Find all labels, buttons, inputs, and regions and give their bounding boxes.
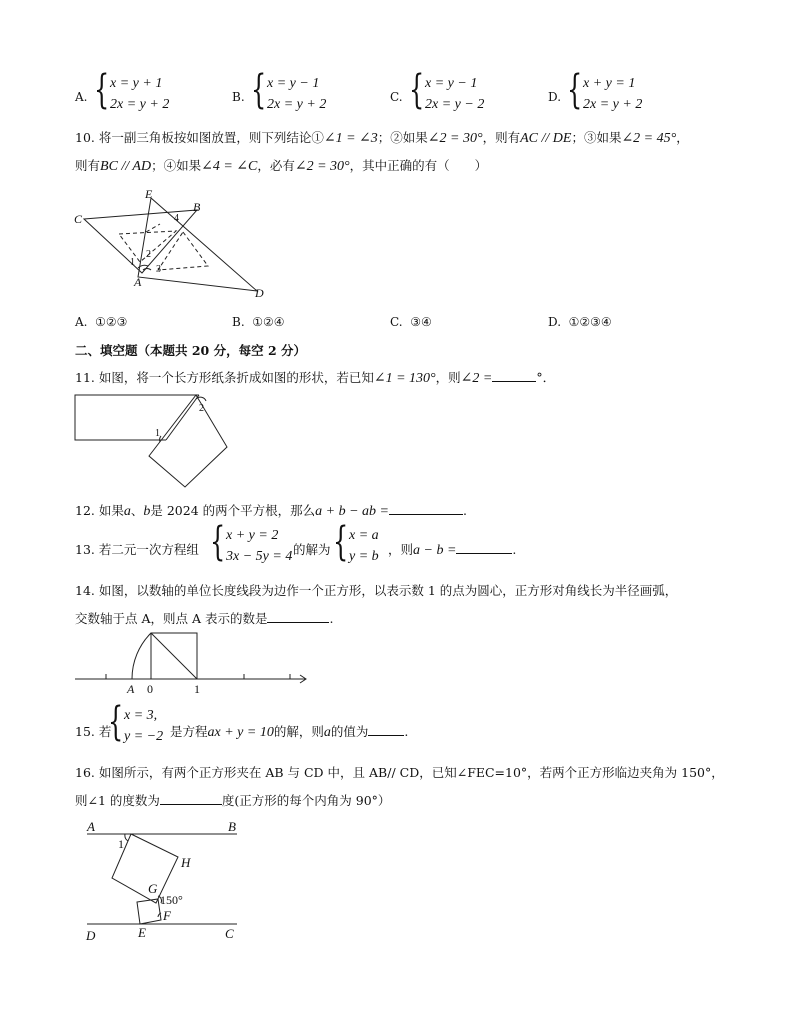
q14-line2: 交数轴于点 A，则点 A 表示的数是 .	[75, 611, 334, 626]
q12-text: 12. 如果a、b是 2024 的两个平方根，那么a + b − ab = .	[75, 503, 467, 519]
q9-option-a-label: A.	[75, 90, 88, 104]
q10-label-b: B	[193, 200, 201, 214]
q10-angle-3: 3	[156, 264, 161, 275]
q13-text-b: 的解为	[293, 542, 331, 557]
q15-eq1: x = 3,	[124, 708, 158, 723]
q13-eq2: 3x − 5y = 4	[226, 549, 293, 564]
q16-label-a: A	[87, 819, 95, 834]
q15-text-b: 是方程ax + y = 10的解，则a的值为 .	[170, 724, 409, 740]
q13-text-c: ，则a − b = .	[388, 542, 517, 558]
q13-sol1: x = a	[349, 528, 379, 543]
q14-answer-blank	[267, 610, 329, 623]
q10-label-c: C	[74, 212, 83, 226]
q14-label-a: A	[127, 682, 135, 696]
q9-option-c-eq1: x = y − 1	[425, 76, 478, 91]
q13-text-a: 13. 若二元一次方程组	[75, 542, 199, 557]
q16-label-h: H	[181, 855, 191, 870]
q11-angle-1: 1	[155, 428, 160, 439]
q13-eq1: x + y = 2	[226, 528, 279, 543]
q16-line1: 16. 如图所示，有两个正方形夹在 AB 与 CD 中，且 AB// CD，已知∠FEC=10°，若两个正方形临边夹角为 150°，	[75, 765, 724, 780]
q9-option-b-eq2: 2x = y + 2	[267, 97, 327, 112]
q16-answer-blank	[160, 792, 222, 805]
q11-text: 11. 如图，将一个长方形纸条折成如图的形状，若已知∠1 = 130°，则∠2 = °．	[75, 370, 556, 386]
q9-option-c-eq2: 2x = y − 2	[425, 97, 485, 112]
q10-line1: 10. 将一副三角板按如图放置，则下列结论①∠1 = ∠3；②如果∠2 = 30°，则有AC // DE；③如果∠2 = 45°，	[75, 130, 689, 146]
q10-option-c: C. ③④	[390, 315, 432, 329]
q16-figure	[87, 834, 237, 924]
q9-option-d-eq1: x + y = 1	[583, 76, 636, 91]
q10-option-b: B. ①②④	[232, 315, 285, 329]
q10-label-e: E	[145, 187, 153, 201]
q10-option-d: D. ①②③④	[548, 315, 612, 329]
q14-label-zero: 0	[147, 682, 153, 696]
q16-label-d: D	[86, 928, 96, 943]
q16-label-f: F	[163, 908, 171, 923]
q11-answer-blank	[492, 369, 536, 382]
q9-option-a-eq2: 2x = y + 2	[110, 97, 170, 112]
q13-sol2: y = b	[349, 549, 379, 564]
q16-label-c: C	[225, 926, 234, 941]
q15-eq2: y = −2	[124, 729, 164, 744]
q10-label-a: A	[134, 275, 142, 289]
q16-angle-150: 150°	[160, 893, 183, 907]
q10-line2: 则有BC // AD；④如果∠4 = ∠C，必有∠2 = 30°，其中正确的有（ ）	[75, 158, 488, 174]
q10-angle-4: 4	[174, 213, 179, 224]
q9-option-d-label: D.	[548, 90, 562, 104]
q16-label-g: G	[148, 881, 158, 896]
q11-figure	[75, 395, 227, 487]
q11-angle-2: 2	[199, 403, 204, 414]
q9-option-a-eq1: x = y + 1	[110, 76, 163, 91]
q10-angle-2: 2	[146, 249, 151, 260]
q10-option-a: A. ①②③	[75, 315, 128, 329]
q10-angle-1: 1	[130, 257, 135, 268]
section2-title: 二、填空题（本题共 20 分，每空 2 分）	[75, 343, 307, 358]
q16-label-e: E	[138, 925, 146, 940]
q16-angle-1: 1	[118, 837, 124, 851]
q9-option-b-eq1: x = y − 1	[267, 76, 320, 91]
q9-option-c-label: C.	[390, 90, 403, 104]
q16-line2: 则∠1 的度数为 度(正方形的每个内角为 90°）	[75, 793, 391, 808]
q14-line1: 14. 如图，以数轴的单位长度线段为边作一个正方形，以表示数 1 的点为圆心，正方形对角线长为半径画弧，	[75, 583, 678, 598]
q13-answer-blank	[456, 541, 512, 554]
q12-answer-blank	[389, 502, 463, 515]
q10-label-d: D	[255, 286, 264, 300]
q14-figure	[75, 633, 306, 683]
q16-label-b: B	[228, 819, 236, 834]
q9-option-b-label: B.	[232, 90, 245, 104]
q15-text-a: 15. 若	[75, 724, 112, 739]
q14-label-one: 1	[194, 682, 200, 696]
q15-answer-blank	[368, 723, 404, 736]
q9-option-d-eq2: 2x = y + 2	[583, 97, 643, 112]
